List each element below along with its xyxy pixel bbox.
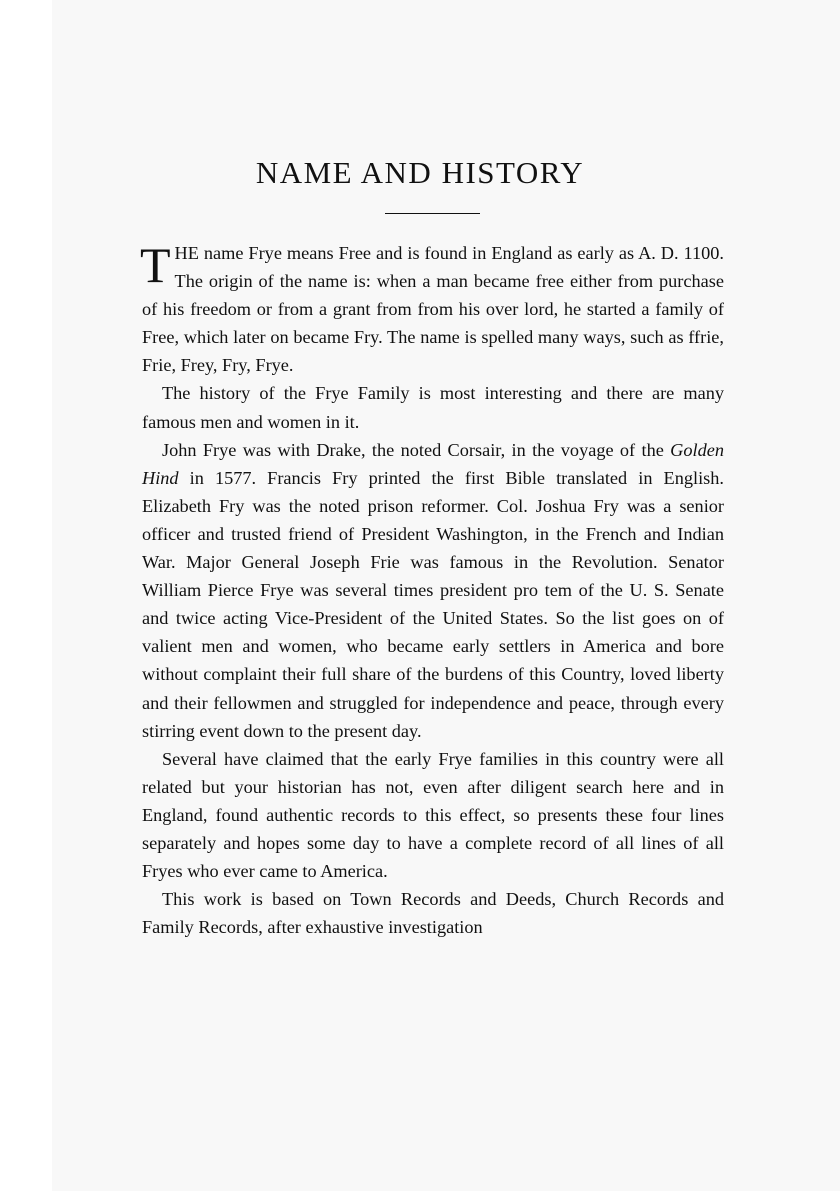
chapter-body: [142, 239, 724, 941]
paragraph-1-text: HE name Frye means Free and is found in England as early as A. D. 1100. The origin of the name is: when a man became free either from purchase of his freedom or from a grant from from his over lord, he started a family of Free, which later on became Fry. The name is spelled many ways, such as ffrie, Frie, Frey, Fry, Frye.: [142, 243, 724, 376]
chapter-heading: NAME AND HISTORY: [255, 155, 585, 190]
paragraph-3-text-start: John Frye was with Drake, the noted Corsair, in the voyage of the: [162, 439, 671, 460]
paragraph-3: [142, 436, 724, 745]
paragraph-2: The history of the Frye Family is most interesting and there are many famous men and women in it.: [142, 383, 724, 432]
drop-cap: T: [140, 237, 171, 293]
heading-rule: [385, 213, 480, 214]
paragraph-1: [142, 239, 724, 379]
paragraph-3-text-end: in 1577. Francis Fry printed the first Bible translated in English. Elizabeth Fry was the noted prison reformer. Col. Joshua Fry was a senior officer and trusted friend of President Washington, in the French and Indian War. Major General Joseph Frie was famous in the Revolution. Senator William Pierce Frye was several times president pro tem of the U. S. Senate and twice acting Vice-President of the United States. So the list goes on of valient men and women, who became early settlers in America and bore without complaint their full share of the burdens of this Country, loved liberty and their fellowmen and struggled for independence and peace, through every stirring event down to the present day.: [142, 467, 724, 741]
paragraph-5: This work is based on Town Records and Deeds, Church Records and Family Records, after exhaustive investigation: [142, 889, 724, 938]
ship-name: Golden Hind: [142, 439, 724, 488]
paragraph-4: Several have claimed that the early Frye families in this country were all related but your historian has not, even after diligent search here and in England, found authentic records to this effect, so presents these four lines separately and hopes some day to have a complete record of all lines of all Fryes who ever came to America.: [142, 748, 724, 882]
